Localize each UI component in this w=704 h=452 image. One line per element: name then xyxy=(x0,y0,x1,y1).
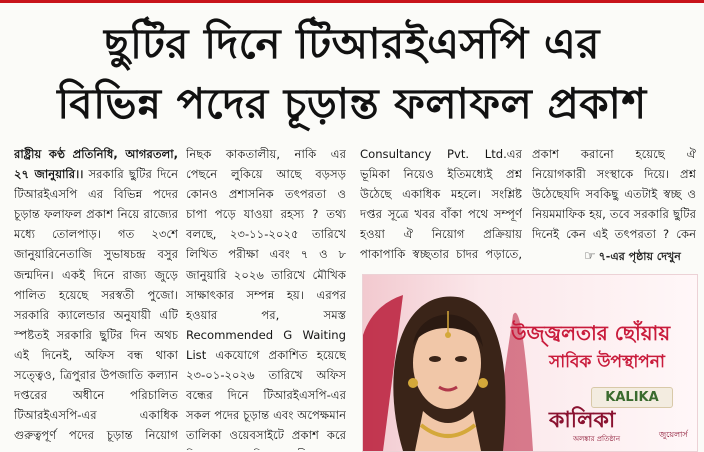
column-1-text: সরকারি ছুটির দিনে টিআরইএসপি এর বিভিন্ন পদের চূড়ান্ত ফলাফল প্রকাশ নিয়ে রাজ্যের মধ্যে তোলপাড়। গত ২৩শে জানুয়ারিনেতাজি সুভাষচন্দ্র বসুর জন্মদিন। একই দিনে রাজ্য জুড়ে পালিত হয়েছে সরস্বতী পুজো। সরকারি ক্যালেন্ডার অনুযায়ী এটি স্পষ্টতই সরকারি ছুটির দিন অথচ এই দিনেই, অফিস বন্ধ থাকা সত্ত্বেও, ত্রিপুরার উপজাতি কল্যান দপ্তরের অধীনে পরিচালিত টিআরইএসপি-এর একাধিক গুরুত্বপূর্ণ পদের চূড়ান্ত নিয়োগ xyxy=(14,167,178,443)
ad-tagline-1: উজ্জ্বলতার ছোঁয়ায় xyxy=(511,321,671,345)
top-rule xyxy=(0,0,704,3)
kalika-logo: KALIKA xyxy=(591,387,673,408)
brand-jewellers: জুয়েলার্স xyxy=(659,430,688,439)
column-3-text: Consultancy Pvt. Ltd.এর ভূমিকা নিয়েও ইতিমধ্যেই প্রশ্ন উঠেছে একাধিক মহলে। সংশ্লিষ্ট দপ্তর সূত্রে খবর বাঁকা পথে সম্পূর্ণ হওয়া ঐ নিয়োগ প্রক্রিয়ায় পাকাপাকি স্বচ্ছতার চাদর পড়াতে, xyxy=(360,147,522,262)
headline-line-2: বিভিন্ন পদের চূড়ান্ত ফলাফল প্রকাশ xyxy=(57,79,647,128)
article-column-3 xyxy=(360,144,522,266)
article-column-2 xyxy=(186,144,346,450)
ad-tagline-2: সাবিক উপস্থাপনা xyxy=(549,352,665,372)
pointing-hand-icon: ☞ xyxy=(584,249,596,264)
headline-line-1: ছুটির দিনে টিআরইএসপি এর xyxy=(104,19,600,68)
brand-name-bengali: কালিকা xyxy=(549,408,616,433)
continued-text: ৭-এর পৃষ্ঠায় দেখুন xyxy=(598,250,681,263)
jewellery-advertisement xyxy=(362,274,698,452)
brand-subtitle: অলঙ্কার প্রতিষ্ঠান xyxy=(573,435,621,443)
column-2-text: নিছক কাকতালীয়, নাকি এর পেছনে লুকিয়ে আছে বড়সড় কোনও প্রশাসনিক তৎপরতা ও চাপা পড়ে যাওয়া রহস্য ? তথ্য বলছে, ২৩-১১-২০২৫ তারিখে লিখিত পরীক্ষা এবং ৭ ও ৮ জানুয়ারি ২০২৬ তারিখে মৌখিক সাক্ষাৎকার সম্পন্ন হয়। এরপর হওয়ার পর, সমস্ত Recommended G Waiting List একযোগে প্রকাশিত হয়েছে ২৩-০১-২০২৬ তারিখে অফিস বন্ধের দিনে টিআরইএসপি-এর সকল পদের চূড়ান্ত এবং অপেক্ষমান তালিকা ওয়েবসাইটে প্রকাশ করে xyxy=(186,147,346,443)
article-column-4 xyxy=(532,144,696,246)
column-4-text: প্রকাশ করানো হয়েছে ঐ নিয়োগকারী সংস্থাকে দিয়ে। প্রশ্ন উঠেছেযদি সবকিছু এতটাই স্বচ্ছ ও নিয়মমাফিক হয়, তবে সরকারি ছুটির দিনেই কেন এই তৎপরতা ? কেন xyxy=(532,147,696,242)
dateline: রাষ্ট্রীয় কণ্ঠ প্রতিনিধি, আগরতলা, ২৭ জানুয়ারি।। xyxy=(14,147,178,182)
continued-note xyxy=(584,248,681,267)
article-column-1 xyxy=(14,144,178,450)
